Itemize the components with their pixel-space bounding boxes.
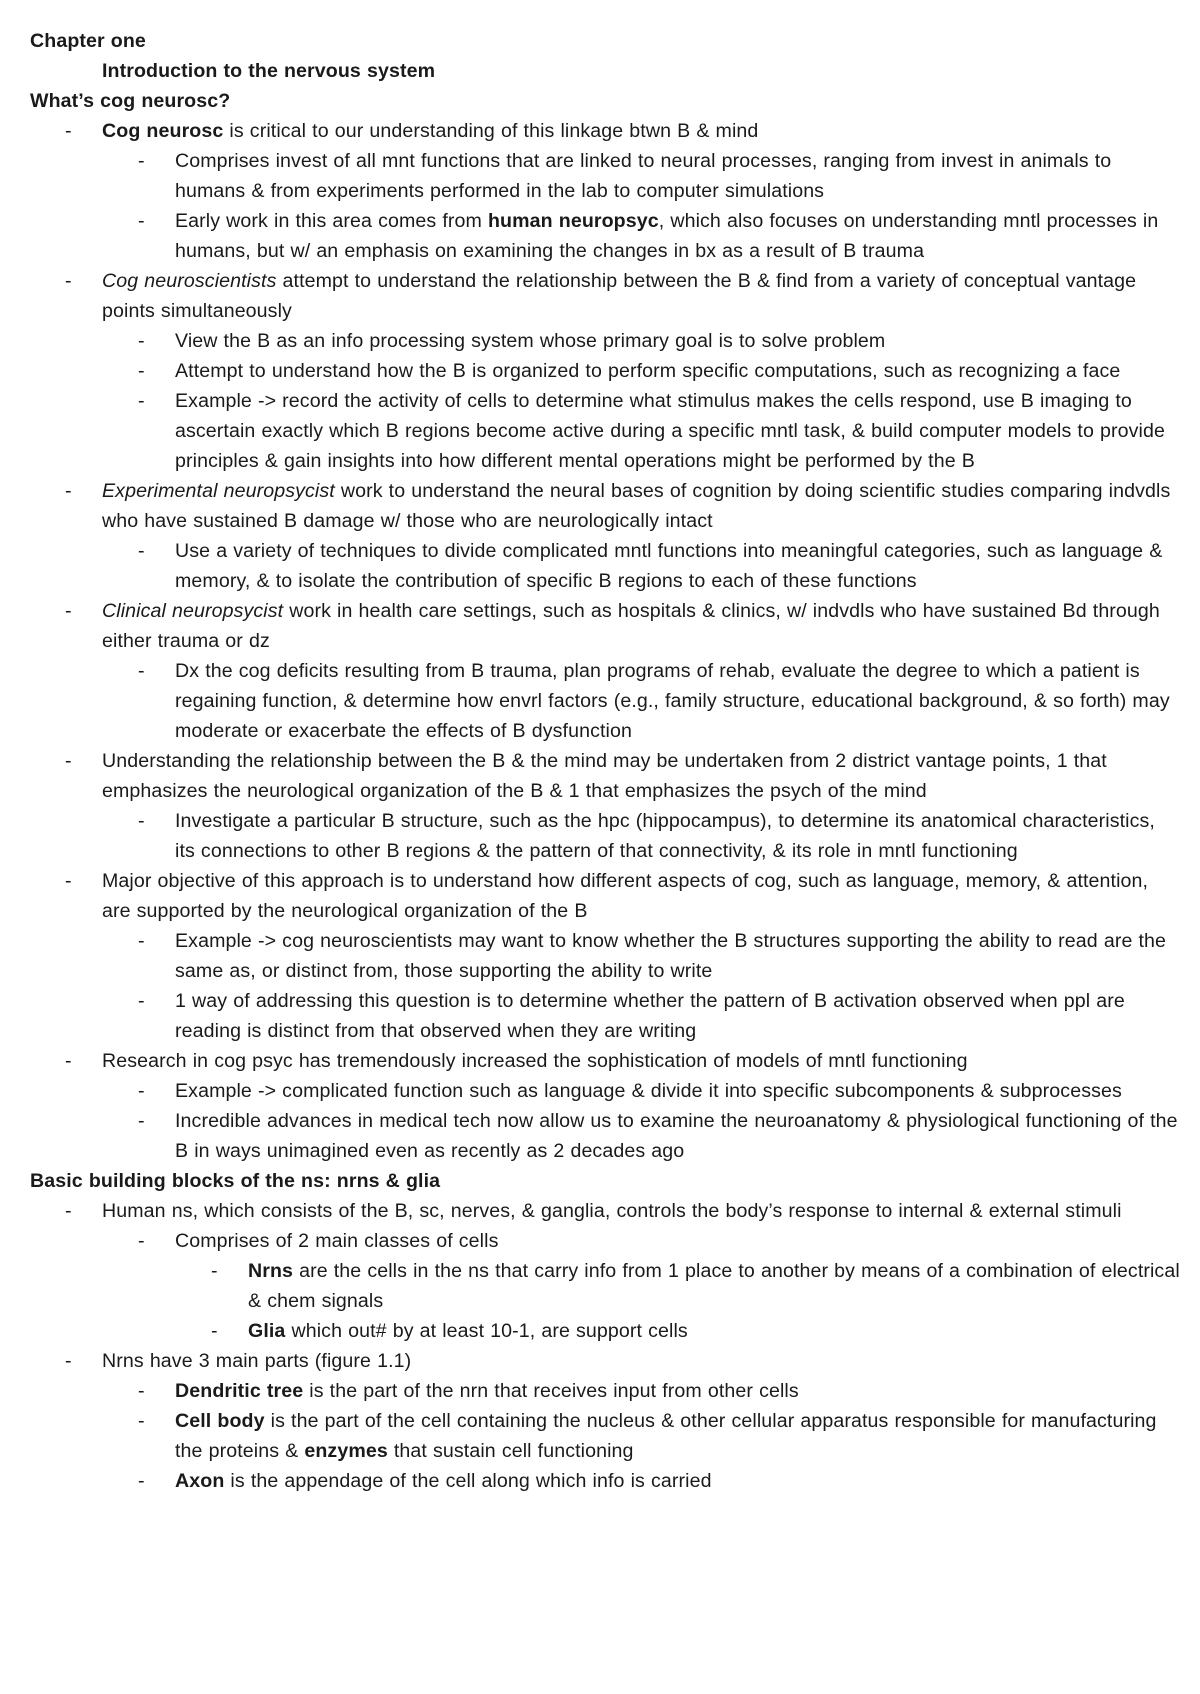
bullet-text: Dx the cog deficits resulting from B trauma, plan programs of rehab, evaluate the degree to which a patient is regaining function, & determine how envrl factors (e.g., family structure, educational background, & so forth) may moderate or exacerbate the effects of B dysfunction <box>175 660 1170 742</box>
term-bold: human neuropsyc <box>487 210 659 232</box>
bullet-dash: - <box>138 330 145 352</box>
bullet-item <box>30 266 1180 326</box>
bullet-item <box>30 1196 1180 1226</box>
sub-bullet-item <box>30 386 1180 476</box>
bullet-item <box>30 746 1180 806</box>
section-heading-cog-neurosc: What’s cog neurosc? <box>30 90 231 112</box>
bullet-dash: - <box>138 660 145 682</box>
sub-bullet-item <box>30 1226 1180 1256</box>
bullet-dash: - <box>138 930 145 952</box>
sub-sub-bullet-item <box>30 1316 1180 1346</box>
bullet-dash: - <box>65 870 72 892</box>
term-bold: Cog neurosc <box>102 120 224 142</box>
bullet-text: Comprises of 2 main classes of cells <box>175 1230 499 1252</box>
bullet-dash: - <box>138 1380 145 1402</box>
bullet-dash: - <box>138 1230 145 1252</box>
sub-bullet-item <box>30 146 1180 206</box>
bullet-item <box>30 1046 1180 1076</box>
sub-bullet-item <box>30 1076 1180 1106</box>
bullet-dash: - <box>138 1410 145 1432</box>
sub-bullet-item <box>30 1106 1180 1166</box>
chapter-heading: Chapter one <box>30 30 146 52</box>
bullet-text: Understanding the relationship between the B & the mind may be undertaken from 2 district vantage points, 1 that emphasizes the neurological organization of the B & 1 that emphasizes the psych of the mind <box>102 750 1107 802</box>
bullet-item <box>30 596 1180 656</box>
bullet-text: is the part of the nrn that receives input from other cells <box>303 1380 799 1402</box>
bullet-dash: - <box>138 390 145 412</box>
bullet-text: attempt to understand the relationship between the B & find from a variety of conceptual vantage points simultaneously <box>102 270 1137 322</box>
bullet-dash: - <box>211 1260 218 1282</box>
sub-sub-bullet-item <box>30 1256 1180 1316</box>
bullet-dash: - <box>138 150 145 172</box>
bullet-text: Investigate a particular B structure, such as the hpc (hippocampus), to determine its anatomical characteristics, its connections to other B regions & the pattern of that connectivity, & its role in mntl functioning <box>175 810 1155 862</box>
bullet-text: Research in cog psyc has tremendously increased the sophistication of models of mntl functioning <box>102 1050 968 1072</box>
bullet-text: Use a variety of techniques to divide complicated mntl functions into meaningful categories, such as language & memory, & to isolate the contribution of specific B regions to each of these functions <box>175 540 1163 592</box>
bullet-text: are the cells in the ns that carry info from 1 place to another by means of a combination of electrical & chem signals <box>248 1260 1180 1312</box>
term-italic: Experimental neuropsycist <box>102 480 335 502</box>
chapter-subtitle: Introduction to the nervous system <box>102 60 436 82</box>
bullet-text: View the B as an info processing system whose primary goal is to solve problem <box>175 330 886 352</box>
bullet-text: , which also focuses on understanding mntl processes in humans, but w/ an emphasis on examining the changes in bx as a result of B trauma <box>175 210 1159 262</box>
bullet-dash: - <box>138 1110 145 1132</box>
sub-bullet-item <box>30 356 1180 386</box>
bullet-item <box>30 866 1180 926</box>
bullet-text: 1 way of addressing this question is to determine whether the pattern of B activation observed when ppl are reading is distinct from that observed when they are writing <box>175 990 1125 1042</box>
term-italic: Cog neuroscientists <box>102 270 277 292</box>
sub-bullet-item <box>30 1376 1180 1406</box>
bullet-text: is critical to our understanding of this linkage btwn B & mind <box>223 120 759 142</box>
bullet-dash: - <box>65 270 72 292</box>
term-bold: Axon <box>175 1470 225 1492</box>
bullet-text: Incredible advances in medical tech now allow us to examine the neuroanatomy & physiological functioning of the B in ways unimagined even as recently as 2 decades ago <box>175 1110 1178 1162</box>
sub-bullet-item <box>30 926 1180 986</box>
bullet-text: work to understand the neural bases of cognition by doing scientific studies comparing indvdls who have sustained B damage w/ those who are neurologically intact <box>102 480 1171 532</box>
bullet-dash: - <box>138 540 145 562</box>
sub-bullet-item <box>30 986 1180 1046</box>
term-bold: Glia <box>248 1320 286 1342</box>
bullet-dash: - <box>211 1320 218 1342</box>
bullet-text: Example -> complicated function such as language & divide it into specific subcomponents & subprocesses <box>175 1080 1122 1102</box>
sub-bullet-item <box>30 326 1180 356</box>
sub-bullet-item <box>30 206 1180 266</box>
bullet-text: Nrns have 3 main parts (figure 1.1) <box>102 1350 412 1372</box>
document-page <box>30 26 1180 1496</box>
bullet-dash: - <box>138 210 145 232</box>
bullet-dash: - <box>138 810 145 832</box>
bullet-text: work in health care settings, such as hospitals & clinics, w/ indvdls who have sustained Bd through either trauma or dz <box>102 600 1160 652</box>
sub-bullet-item <box>30 536 1180 596</box>
bullet-text: is the part of the cell containing the nucleus & other cellular apparatus responsible for manufacturing the proteins & <box>175 1410 1157 1462</box>
bullet-text: Example -> cog neuroscientists may want to know whether the B structures supporting the ability to read are the same as, or distinct from, those supporting the ability to write <box>175 930 1167 982</box>
bullet-dash: - <box>65 750 72 772</box>
term-italic: Clinical neuropsycist <box>102 600 284 622</box>
bullet-text: Major objective of this approach is to understand how different aspects of cog, such as language, memory, & attention, are supported by the neurological organization of the B <box>102 870 1149 922</box>
bullet-dash: - <box>138 1080 145 1102</box>
bullet-dash: - <box>65 1200 72 1222</box>
term-bold: Nrns <box>248 1260 294 1282</box>
bullet-dash: - <box>65 1050 72 1072</box>
bullet-dash: - <box>138 1470 145 1492</box>
term-bold: Cell body <box>175 1410 265 1432</box>
sub-bullet-item <box>30 656 1180 746</box>
bullet-item <box>30 116 1180 146</box>
sub-bullet-item <box>30 1406 1180 1466</box>
bullet-item <box>30 1346 1180 1376</box>
bullet-dash: - <box>65 600 72 622</box>
bullet-text: Early work in this area comes from <box>175 210 488 232</box>
bullet-text: Attempt to understand how the B is organized to perform specific computations, such as recognizing a face <box>175 360 1121 382</box>
section-heading-building-blocks: Basic building blocks of the ns: nrns & glia <box>30 1170 441 1192</box>
bullet-item <box>30 476 1180 536</box>
bullet-text: Human ns, which consists of the B, sc, nerves, & ganglia, controls the body’s response to internal & external stimuli <box>102 1200 1122 1222</box>
sub-bullet-item <box>30 1466 1180 1496</box>
bullet-text: which out# by at least 10-1, are support cells <box>285 1320 688 1342</box>
bullet-text: Comprises invest of all mnt functions that are linked to neural processes, ranging from invest in animals to humans & from experiments performed in the lab to computer simulations <box>175 150 1112 202</box>
bullet-dash: - <box>65 480 72 502</box>
sub-bullet-item <box>30 806 1180 866</box>
bullet-dash: - <box>138 360 145 382</box>
bullet-text: is the appendage of the cell along which info is carried <box>224 1470 712 1492</box>
term-bold: enzymes <box>304 1440 388 1462</box>
bullet-dash: - <box>65 120 72 142</box>
term-bold: Dendritic tree <box>175 1380 304 1402</box>
bullet-text: that sustain cell functioning <box>387 1440 634 1462</box>
bullet-text: Example -> record the activity of cells to determine what stimulus makes the cells respond, use B imaging to ascertain exactly which B regions become active during a specific mntl task, & build computer models to provide principles & gain insights into how different mental operations might be performed by the B <box>175 390 1165 472</box>
bullet-dash: - <box>138 990 145 1012</box>
bullet-dash: - <box>65 1350 72 1372</box>
